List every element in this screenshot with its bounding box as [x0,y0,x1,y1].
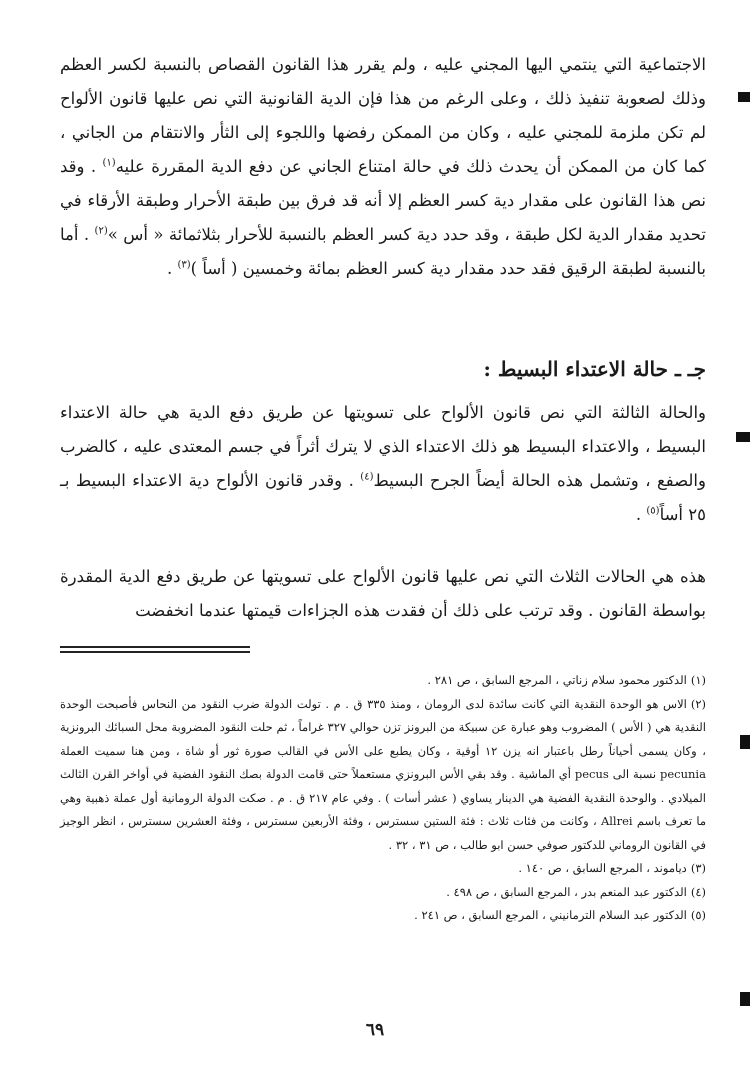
footnote-number: (٣) [690,861,706,875]
footnote-separator [60,646,250,653]
footnote-text: الدكتور محمود سلام زناتي ، المرجع السابق ، ص ٢٨١ . [427,673,687,687]
footnote-number: (٥) [690,908,706,922]
footnotes [60,669,706,928]
paragraph-2-text-b: . وقدر قانون الألواح دية الاعتداء البسيط بـ ٢٥ أساً [60,471,706,524]
footnote-1 [60,669,706,693]
section-heading: جـ ـ حالة الاعتداء البسيط : [483,357,706,381]
paragraph-1-text-a: الاجتماعية التي ينتمي اليها المجني عليه ، ولم يقرر هذا القانون القصاص بالنسبة لكسر العظم وذلك لصعوبة تنفيذ ذلك ، وعلى الرغم من هذا فإن الدية القانونية التي نص عليها قانون الألواح لم تكن ملزمة للمجني عليه ، وكان من الممكن رفضها واللجوء إلى الثأر والانتقام من الجاني ، كما كان من الممكن أن يحدث ذلك في حالة امتناع الجاني عن دفع الدية المقررة عليه [60,55,706,176]
footnote-text: الدكتور عبد السلام الترمانيني ، المرجع السابق ، ص ٢٤١ . [414,908,687,922]
footnote-5 [60,904,706,928]
margin-mark-2 [736,432,750,442]
footnote-text: الاس هو الوحدة النقدية التي كانت سائدة لدى الرومان ، ومنذ ٣٣٥ ق . م . تولت الدولة ضرب النقود من النحاس فأصبحت الوحدة النقدية هي ( الأس ) المضروب وهو عبارة عن سبيكة من البرونز تزن حوالي ٣٢٧ غراماً ، ثم حلت النقود المضروبة محل السبائك البرونزية ، وكان يسمى أحياناً رطل باعتبار انه يزن ١٢ أوقية ، وكان يطبع على الأس في القالب صورة ثور أو شاة ، ومن هنا سميت العملة pecunia نسبة الى pecus أي الماشية . وقد بقي الأس البرونزي مستعملاً حتى قامت الدولة بصك النقود الفضية في أواخر القرن الثالث الميلادي . والوحدة النقدية الفضية هي الدينار يساوي ( عشر أسات ) . وفي عام ٢١٧ ق . م . صكت الدولة الرومانية أول عملة ذهبية وهي ما تعرف باسم Allrei ، وكانت من فئات ثلاث : فئة الستين سسترس ، وفئة الأربعين سسترس ، وفئة العشرين سسترس ، انظر الوجيز في القانون الروماني للدكتور صوفي حسن ابو طالب ، ص ٣١ ، ٣٢ . [60,696,707,852]
footnote-text: الدكتور عبد المنعم بدر ، المرجع السابق ، ص ٤٩٨ . [446,884,687,899]
paragraph-1-text-c: . أما بالنسبة لطبقة الرقيق فقد حدد مقدار دية كسر العظم بمائة وخمسين ( أساً ) [60,225,706,278]
paragraph-1-text-b: . وقد نص هذا القانون على مقدار دية كسر العظم إلا أنه قد فرق بين طبقة الأحرار وطبقة الأرقاء في تحديد مقدار الدية لكل طبقة ، وقد حدد دية كسر العظم بالنسبة للأحرار بثلاثمائة « أس » [60,157,706,244]
page-body [60,48,706,928]
footnote-ref-4[interactable]: (٤) [360,471,374,483]
paragraph-1-text-d: . [166,259,178,278]
footnote-number: (٢) [690,696,707,711]
footnote-ref-3[interactable]: (٣) [177,259,191,271]
paragraph-2-text-a: والحالة الثالثة التي نص قانون الألواح على تسويتها عن طريق دفع الدية هي حالة الاعتداء البسيط ، والاعتداء البسيط هو ذلك الاعتداء الذي لا يترك أثراً في جسم المعتدى عليه ، كالضرب والصفع ، وتشمل هذه الحالة أيضاً الجرح البسيط [60,403,706,490]
footnote-4 [60,881,706,905]
footnote-number: (١) [690,673,706,687]
paragraph-2-text-c: . [635,505,647,524]
footnote-3 [60,857,706,881]
footnote-ref-5[interactable]: (٥) [646,505,660,517]
paragraph-3: هذه هي الحالات الثلاث التي نص عليها قانون الألواح على تسويتها عن طريق دفع الدية المقدرة بواسطة القانون . وقد ترتب على ذلك أن فقدت هذه الجزاءات قيمتها عندما انخفضت [60,567,706,620]
margin-mark-1 [738,92,750,102]
page-number: ٦٩ [365,1020,385,1040]
footnote-ref-2[interactable]: (٢) [94,225,108,237]
footnote-ref-1[interactable]: (١) [102,157,116,169]
margin-mark-4 [740,992,750,1006]
footnote-text: دياموند ، المرجع السابق ، ص ١٤٠ . [518,861,687,875]
paragraph-2 [60,396,706,532]
margin-mark-3 [740,735,750,749]
footnote-2 [60,693,706,858]
paragraph-1 [60,48,706,286]
footnote-number: (٤) [690,884,706,899]
